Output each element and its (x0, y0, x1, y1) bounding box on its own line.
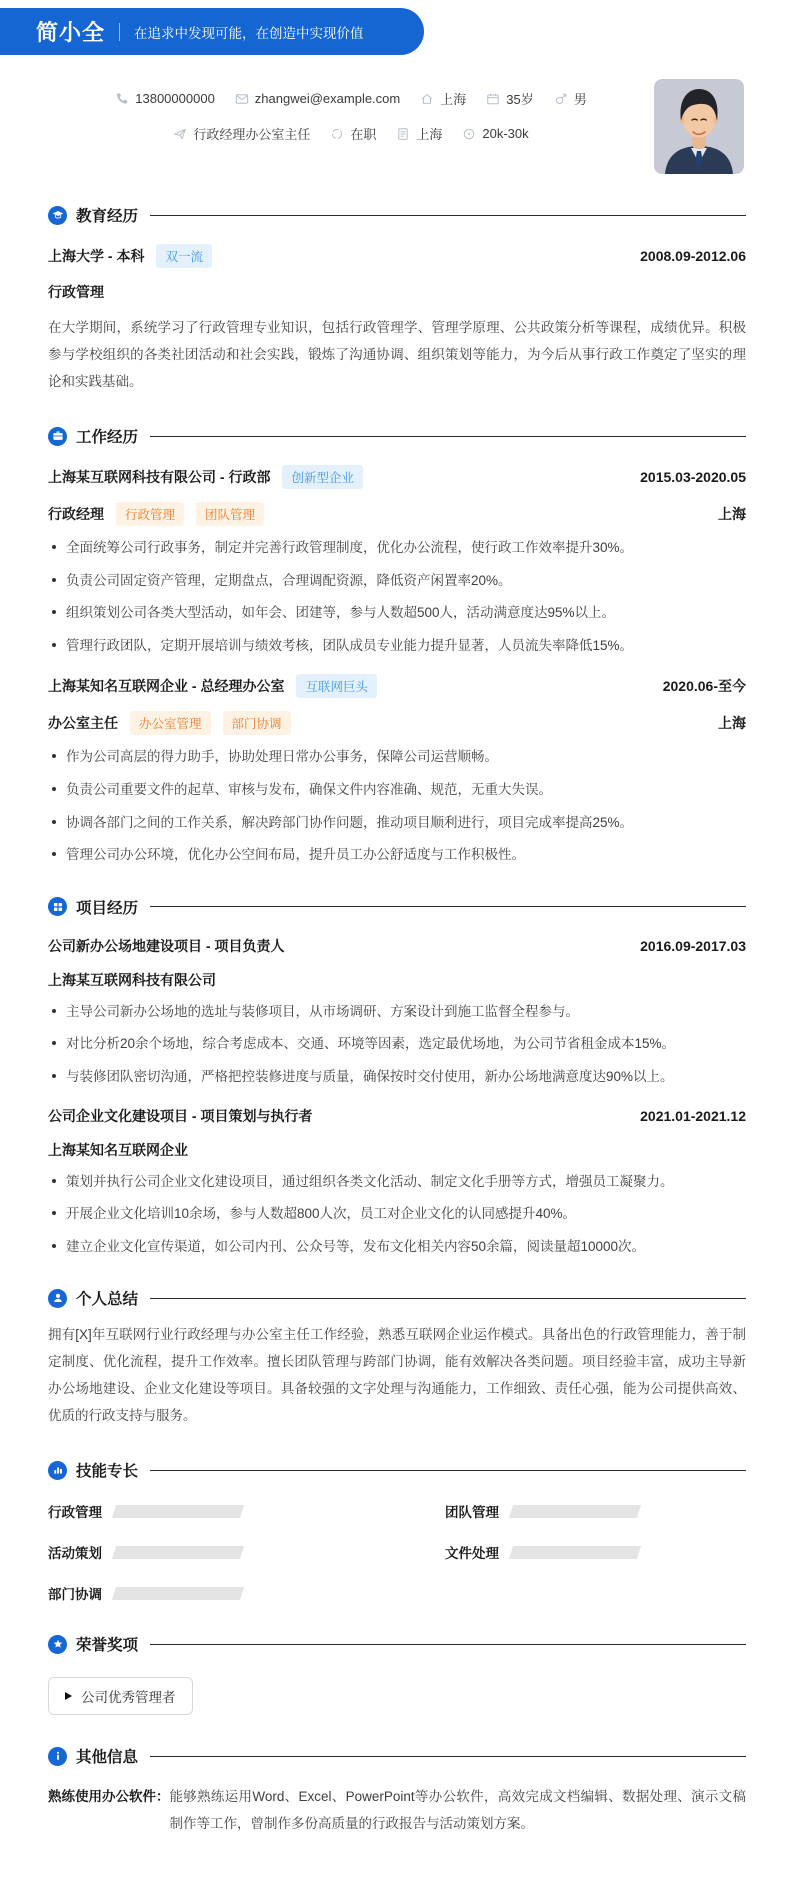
company-tag: 互联网巨头 (296, 674, 377, 698)
skill-label: 团队管理 (445, 1505, 499, 1521)
city-value: 上海 (416, 127, 443, 142)
phone-icon (115, 92, 129, 106)
avatar (654, 79, 744, 174)
gender-icon (554, 92, 568, 106)
section-rule (150, 1470, 746, 1471)
skill-bar (509, 1546, 641, 1559)
person-icon (48, 1289, 67, 1308)
calendar-icon (486, 92, 500, 106)
section-title: 荣誉奖项 (76, 1637, 139, 1655)
bullet-item: 与装修团队密切沟通，严格把控装修进度与质量，确保按时交付使用，新办公场地满意度达90%以上。 (48, 1066, 746, 1088)
bullet-item: 主导公司新办公场地的选址与装修项目，从市场调研、方案设计到施工监督全程参与。 (48, 1001, 746, 1023)
company-name: 上海某知名互联网企业 - 总经理办公室 (48, 678, 285, 695)
skill-label: 部门协调 (48, 1587, 102, 1603)
skill-row (48, 1501, 349, 1521)
contact-email (235, 91, 400, 106)
skill-bar (509, 1505, 641, 1518)
section-title: 项目经历 (76, 899, 139, 917)
contact-gender (554, 89, 587, 108)
email-value: zhangwei@example.com (254, 91, 401, 106)
project-name: 公司企业文化建设项目 - 项目策划与执行者 (48, 1107, 313, 1124)
project-entry-head (48, 1106, 746, 1126)
job-location: 上海 (718, 715, 746, 732)
job-location: 上海 (718, 506, 746, 522)
section-honors-header (48, 1633, 746, 1655)
brand-badge (0, 8, 424, 55)
gender-value: 男 (573, 92, 587, 107)
section-title: 其他信息 (76, 1749, 139, 1767)
section-title: 个人总结 (76, 1291, 139, 1309)
bullet-item: 策划并执行公司企业文化建设项目，通过组织各类文化活动、制定文化手册等方式，增强员工凝聚力。 (48, 1171, 746, 1193)
email-icon (235, 92, 249, 106)
bullet-item: 全面统筹公司行政事务，制定并完善行政管理制度，优化办公流程，使行政工作效率提升30%。 (48, 537, 746, 559)
document-icon (396, 127, 410, 141)
skill-row (48, 1583, 349, 1603)
section-rule (150, 215, 746, 216)
section-work-header (48, 425, 746, 447)
play-arrow-icon (65, 1692, 72, 1700)
briefcase-icon (48, 427, 67, 446)
bullet-item: 协调各部门之间的工作关系，解决跨部门协作问题，推动项目顺利进行，项目完成率提高25%。 (48, 812, 746, 834)
honor-label: 公司优秀管理者 (81, 1690, 176, 1706)
company-name: 上海某互联网科技有限公司 - 行政部 (48, 469, 271, 485)
skill-row (445, 1542, 746, 1562)
bullet-item: 作为公司高层的得力助手，协助处理日常办公事务，保障公司运营顺畅。 (48, 746, 746, 768)
project-name: 公司新办公场地建设项目 - 项目负责人 (48, 937, 285, 954)
contact-position (173, 124, 310, 143)
section-rule (150, 906, 746, 907)
project-bullet-list (48, 1001, 746, 1088)
bullet-item: 负责公司重要文件的起草、审核与发布，确保文件内容准确、规范，无重大失误。 (48, 779, 746, 801)
education-date: 2008.09-2012.06 (640, 248, 746, 264)
job-role: 行政经理 (48, 506, 104, 522)
contact-phone (115, 91, 215, 106)
bar-chart-icon (48, 1461, 67, 1480)
section-education-header (48, 204, 746, 226)
skill-bar (112, 1587, 244, 1600)
contact-row-1 (48, 89, 654, 108)
bullet-item: 组织策划公司各类大型活动，如年会、团建等，参与人数超500人，活动满意度达95%以上。 (48, 602, 746, 624)
section-title: 教育经历 (76, 208, 139, 225)
skill-row (445, 1501, 746, 1521)
other-info-row (48, 1783, 746, 1837)
school-tag: 双一流 (156, 244, 212, 268)
contact-salary (462, 126, 528, 141)
summary-text: 拥有[X]年互联网行业行政经理与办公室主任工作经验，熟悉互联网企业运作模式。具备出色的行政管理能力，善于制定制度、优化流程，提升工作效率。擅长团队管理与跨部门协调，能有效解决各类问题。项目经验丰富，成功主导新办公场地建设、企业文化建设等项目。具备较强的文字处理与沟通能力，工作细致、责任心强，能为公司提供高效、优质的行政支持与服务。 (48, 1327, 746, 1424)
major: 行政管理 (48, 284, 104, 300)
contact-location (420, 89, 466, 108)
bullet-item: 对比分析20余个场地，综合考虑成本、交通、环境等因素，选定最优场地，为公司节省租金成本15%。 (48, 1033, 746, 1055)
job-bullet-list (48, 746, 746, 865)
resume-body (0, 204, 794, 1877)
salary-value: 20k-30k (482, 126, 529, 141)
position-value: 行政经理办公室主任 (193, 127, 311, 142)
contact-row-2 (48, 124, 654, 143)
location-value: 上海 (440, 92, 467, 107)
role-tag: 部门协调 (223, 711, 291, 735)
other-info-label: 熟练使用办公软件： (48, 1789, 170, 1805)
skill-bar (112, 1505, 244, 1518)
role-tag: 办公室管理 (130, 711, 211, 735)
status-circle-icon (330, 127, 344, 141)
brand-divider (119, 23, 120, 41)
avatar-illustration (654, 79, 744, 174)
job-entry-head (48, 465, 746, 489)
section-title: 技能专长 (76, 1463, 139, 1481)
role-tag: 行政管理 (116, 502, 184, 526)
section-title: 工作经历 (76, 429, 139, 446)
job-entry-head (48, 674, 746, 698)
coin-icon (462, 127, 476, 141)
profile-header (48, 79, 746, 174)
skill-label: 活动策划 (48, 1546, 102, 1562)
education-entry-head (48, 244, 746, 268)
school-name: 上海大学 - 本科 (48, 248, 145, 264)
section-rule (150, 1298, 746, 1299)
section-rule (150, 1756, 746, 1757)
grid-icon (48, 897, 67, 916)
graduation-cap-icon (48, 206, 67, 225)
contact-status (330, 124, 376, 143)
skills-grid (48, 1501, 746, 1603)
other-info-text: 能够熟练运用Word、Excel、PowerPoint等办公软件，高效完成文档编辑、数据处理、演示文稿制作等工作，曾制作多份高质量的行政报告与活动策划方案。 (169, 1789, 746, 1832)
bullet-item: 管理行政团队，定期开展培训与绩效考核，团队成员专业能力提升显著，人员流失率降低15%。 (48, 635, 746, 657)
project-entry-head (48, 936, 746, 956)
project-date: 2021.01-2021.12 (640, 1107, 746, 1124)
section-summary-header (48, 1287, 746, 1309)
job-role-row (48, 502, 746, 526)
bullet-item: 开展企业文化培训10余场，参与人数超800人次，员工对企业文化的认同感提升40%。 (48, 1203, 746, 1225)
bullet-item: 建立企业文化宣传渠道，如公司内刊、公众号等，发布文化相关内容50余篇，阅读量超10000次。 (48, 1236, 746, 1258)
paper-plane-icon (173, 127, 187, 141)
education-description: 在大学期间，系统学习了行政管理专业知识，包括行政管理学、管理学原理、公共政策分析等课程，成绩优异。积极参与学校组织的各类社团活动和社会实践，锻炼了沟通协调、组织策划等能力，为今后从事行政工作奠定了坚实的理论和实践基础。 (48, 320, 746, 389)
bullet-item: 管理公司办公环境，优化办公空间布局，提升员工办公舒适度与工作积极性。 (48, 844, 746, 866)
brand-tagline: 在追求中发现可能，在创造中实现价值 (134, 25, 364, 41)
job-date: 2015.03-2020.05 (640, 469, 746, 485)
home-icon (420, 92, 434, 106)
contact-city (396, 124, 442, 143)
status-value: 在职 (350, 127, 377, 142)
contact-block (48, 79, 654, 174)
phone-value: 13800000000 (135, 91, 215, 106)
brand-name: 简小全 (36, 20, 106, 45)
skill-label: 行政管理 (48, 1505, 102, 1521)
honor-item-button[interactable] (48, 1677, 193, 1715)
project-date: 2016.09-2017.03 (640, 937, 746, 954)
role-tag: 团队管理 (196, 502, 264, 526)
skill-row (48, 1542, 349, 1562)
contact-age (486, 89, 533, 108)
section-skills-header (48, 1459, 746, 1481)
job-role: 办公室主任 (48, 715, 118, 732)
section-rule (150, 1644, 746, 1645)
job-role-row (48, 711, 746, 735)
section-rule (150, 436, 746, 437)
project-org: 上海某互联网科技有限公司 (48, 971, 216, 988)
info-icon (48, 1747, 67, 1766)
skill-label: 文件处理 (445, 1546, 499, 1562)
job-bullet-list (48, 537, 746, 656)
bullet-item: 负责公司固定资产管理，定期盘点，合理调配资源，降低资产闲置率20%。 (48, 570, 746, 592)
age-value: 35岁 (506, 92, 534, 107)
company-tag: 创新型企业 (282, 465, 363, 489)
project-org: 上海某知名互联网企业 (48, 1141, 188, 1158)
section-other-header (48, 1745, 746, 1767)
star-icon (48, 1635, 67, 1654)
job-date: 2020.06-至今 (662, 678, 746, 695)
section-projects-header (48, 896, 746, 918)
project-bullet-list (48, 1171, 746, 1258)
skill-bar (112, 1546, 244, 1559)
